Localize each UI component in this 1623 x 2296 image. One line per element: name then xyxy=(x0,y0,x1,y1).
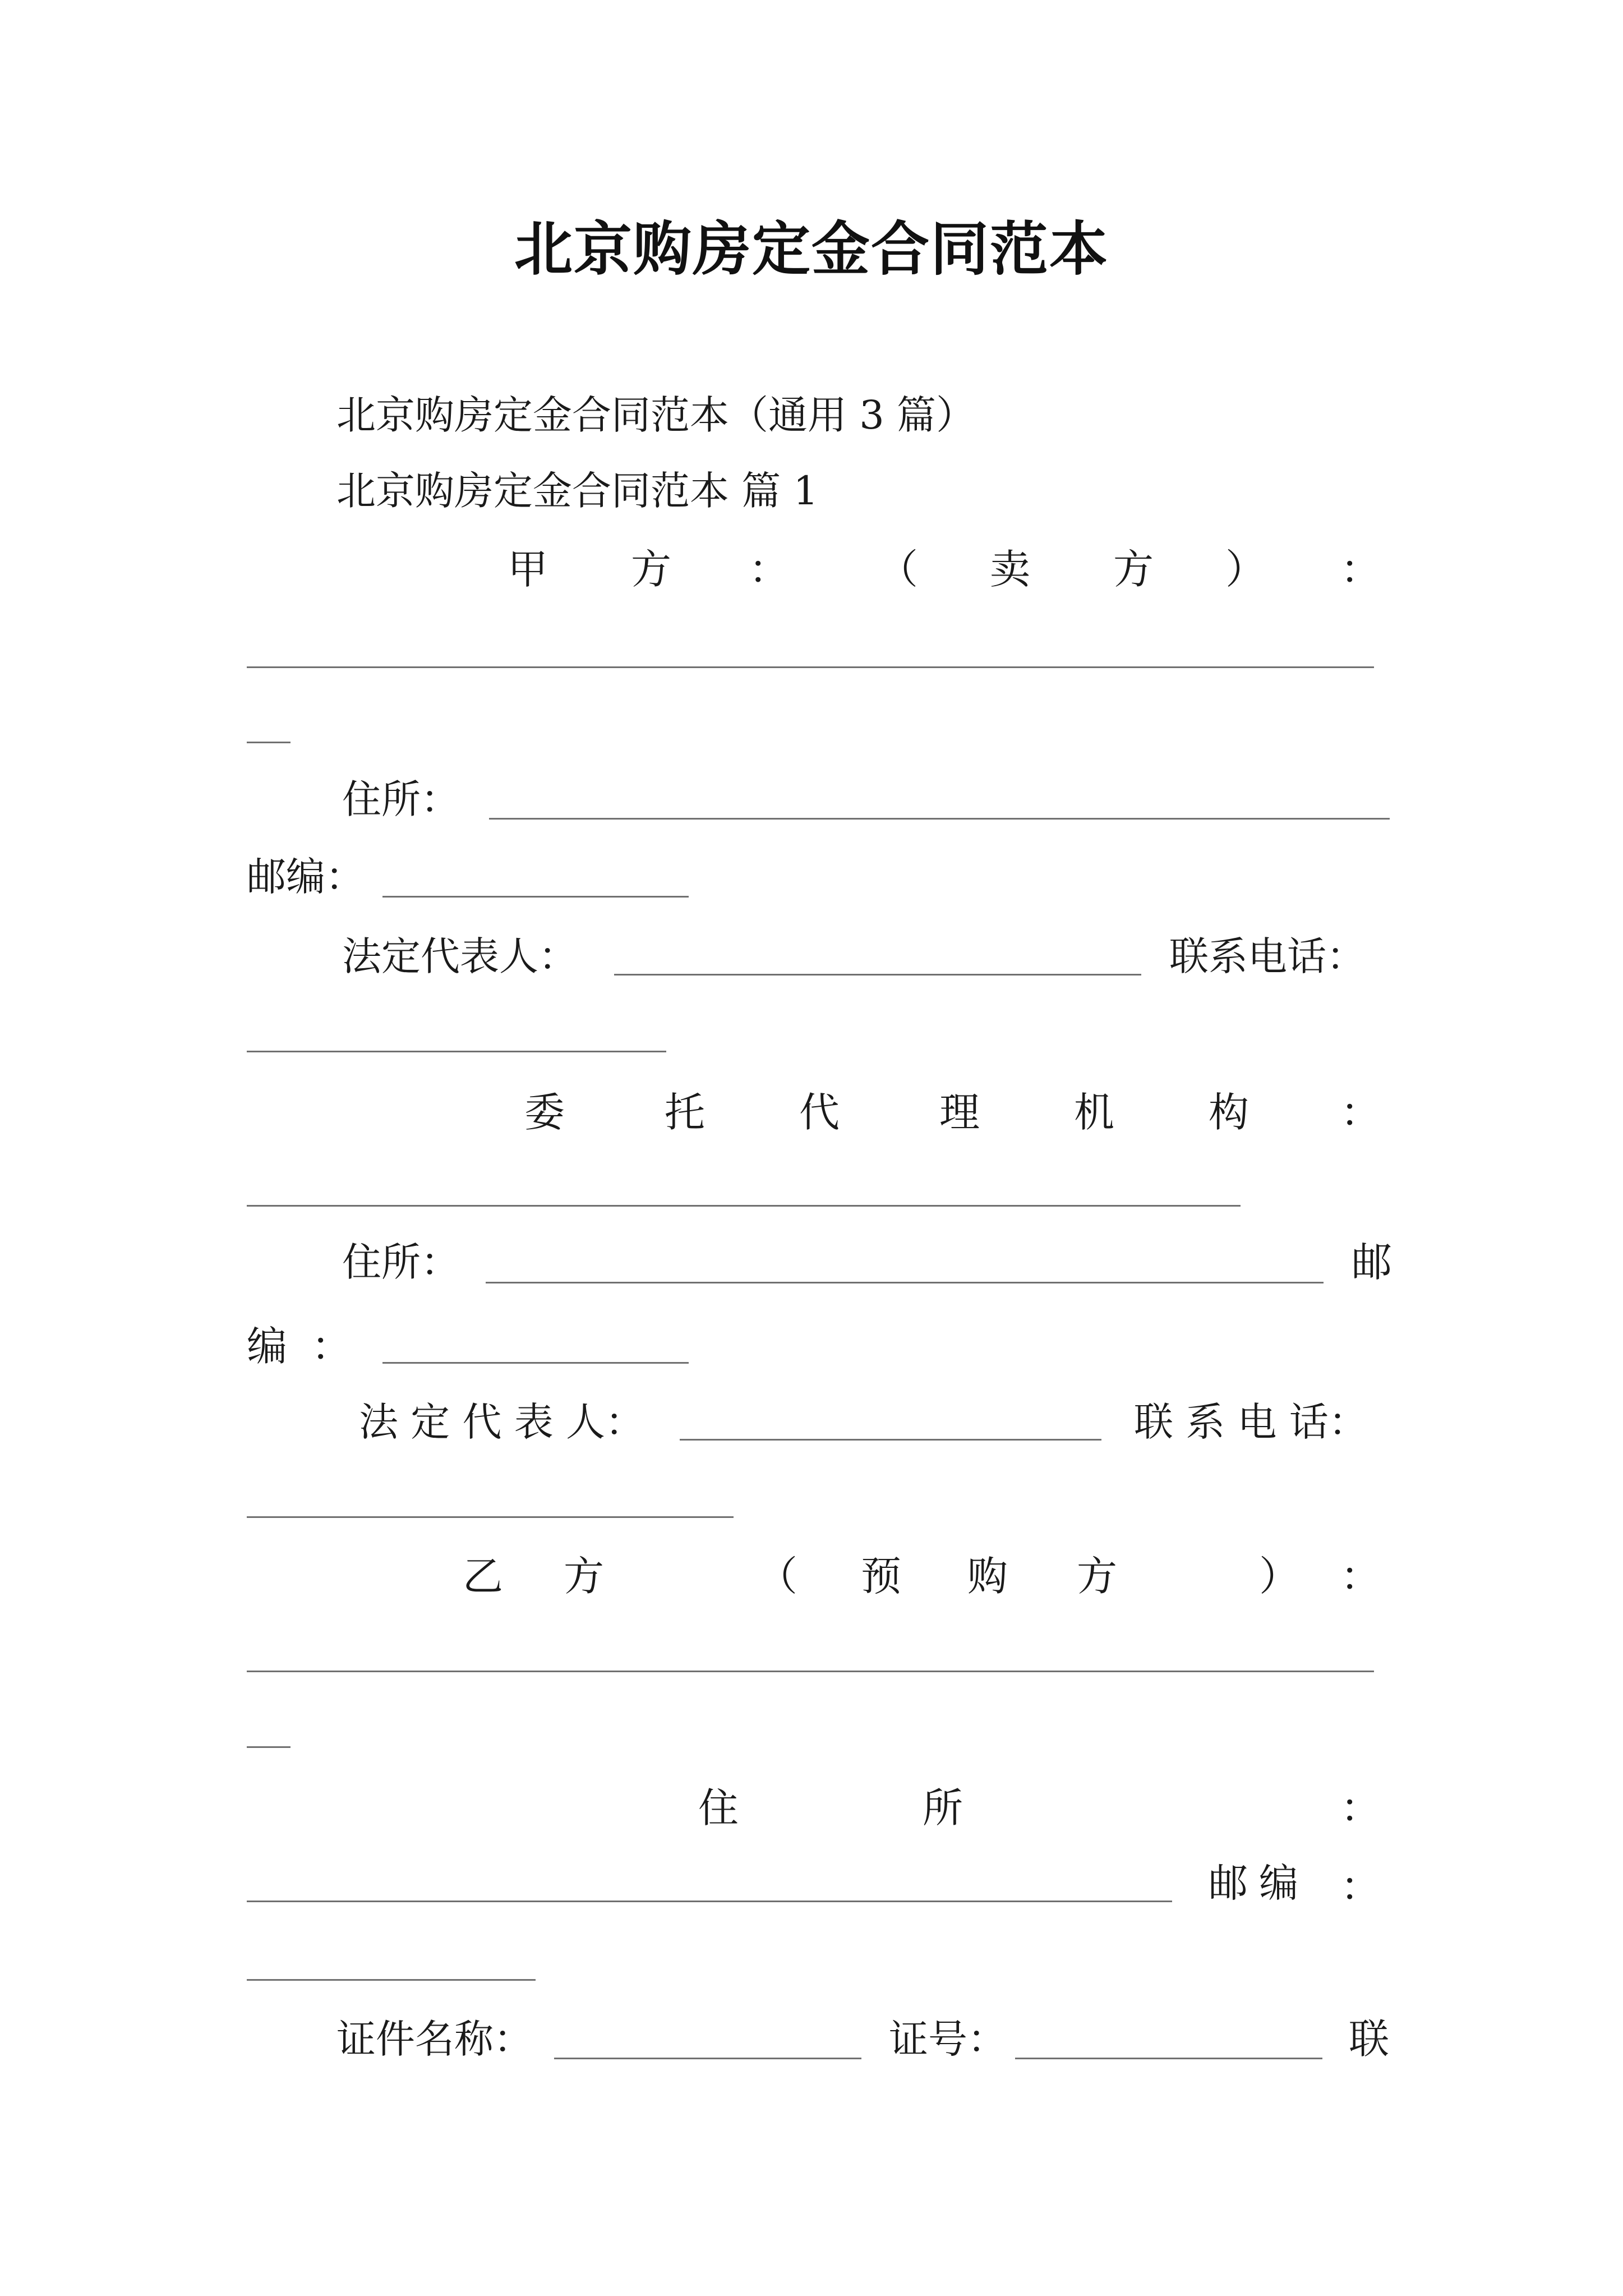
party-b-name-line xyxy=(247,1671,1374,1672)
party-a-char: ： xyxy=(1340,546,1381,593)
party-b-id-name-label: 证件名称： xyxy=(336,2016,533,2062)
party-b-char: 购 xyxy=(967,1553,1008,1600)
party-a-char: 方 xyxy=(631,546,672,593)
party-b-postcode-label: 邮编 xyxy=(1209,1860,1310,1906)
party-a-postcode-label: 邮编： xyxy=(247,854,365,900)
party-a-address-line xyxy=(489,818,1390,820)
agent-char: 理 xyxy=(939,1089,980,1136)
agent-rep-label: 法 定 代 表 人： xyxy=(359,1399,645,1445)
party-b-address-colon: ： xyxy=(1340,1784,1381,1832)
agent-char: 机 xyxy=(1074,1089,1115,1136)
party-a-char: 方 xyxy=(1113,546,1154,593)
agent-rep-line xyxy=(680,1439,1101,1441)
agent-char: 代 xyxy=(799,1089,840,1136)
agent-phone-line xyxy=(247,1516,734,1518)
party-b-char: （ xyxy=(757,1553,798,1600)
agent-postcode-line xyxy=(382,1362,689,1364)
party-a-char: （ xyxy=(878,546,919,593)
agent-postcode-colon: ： xyxy=(311,1323,352,1370)
article-heading: 北京购房定金合同范本 篇 1 xyxy=(336,468,819,514)
agent-char: 托 xyxy=(665,1089,706,1136)
party-b-id-no-line xyxy=(1015,2058,1322,2059)
party-b-id-no-label: 证号： xyxy=(889,2016,1007,2062)
party-b-char: 方 xyxy=(1077,1553,1118,1600)
page-title: 北京购房定金合同范本 xyxy=(514,214,1109,283)
agent-address-label: 住所： xyxy=(342,1239,460,1285)
party-a-char: 甲 xyxy=(508,546,548,593)
party-b-char: 方 xyxy=(564,1553,605,1600)
party-b-address-char: 所 xyxy=(923,1784,963,1832)
party-a-rep-line xyxy=(614,974,1141,976)
party-a-char: ： xyxy=(749,546,790,593)
party-b-contact-char: 联 xyxy=(1349,2016,1390,2063)
agent-address-line xyxy=(486,1282,1324,1283)
party-a-address-label: 住所： xyxy=(342,776,460,822)
party-a-phone-line xyxy=(247,1051,666,1052)
agent-char: 委 xyxy=(524,1089,565,1136)
party-a-char: 卖 xyxy=(990,546,1031,593)
party-a-name-line xyxy=(247,666,1374,668)
party-b-postcode-line xyxy=(247,1979,536,1981)
party-a-char: ） xyxy=(1225,546,1266,593)
party-b-postcode-colon: ： xyxy=(1340,1863,1381,1910)
agent-name-line xyxy=(247,1205,1241,1207)
party-b-address-char: 住 xyxy=(698,1784,739,1832)
party-a-phone-label: 联系电话： xyxy=(1169,933,1366,979)
agent-phone-label: 联 系 电 话： xyxy=(1134,1399,1368,1445)
party-b-name-line-end xyxy=(247,1746,291,1748)
agent-postcode-char-2: 编 xyxy=(247,1323,288,1370)
party-b-id-name-line xyxy=(554,2058,861,2059)
collection-heading: 北京购房定金合同范本（通用 3 篇） xyxy=(336,392,976,438)
party-b-char: ： xyxy=(1340,1553,1381,1600)
agent-char: 构 xyxy=(1209,1089,1249,1136)
party-b-address-line xyxy=(247,1901,1172,1902)
party-a-rep-label: 法定代表人： xyxy=(342,933,578,979)
agent-postcode-char-1: 邮 xyxy=(1352,1239,1393,1286)
party-b-char: 预 xyxy=(861,1553,902,1600)
agent-char: ： xyxy=(1340,1089,1381,1136)
party-a-name-line-end xyxy=(247,742,291,743)
party-b-char: ） xyxy=(1259,1553,1300,1600)
party-b-char: 乙 xyxy=(463,1553,504,1600)
party-a-postcode-line xyxy=(382,896,689,898)
